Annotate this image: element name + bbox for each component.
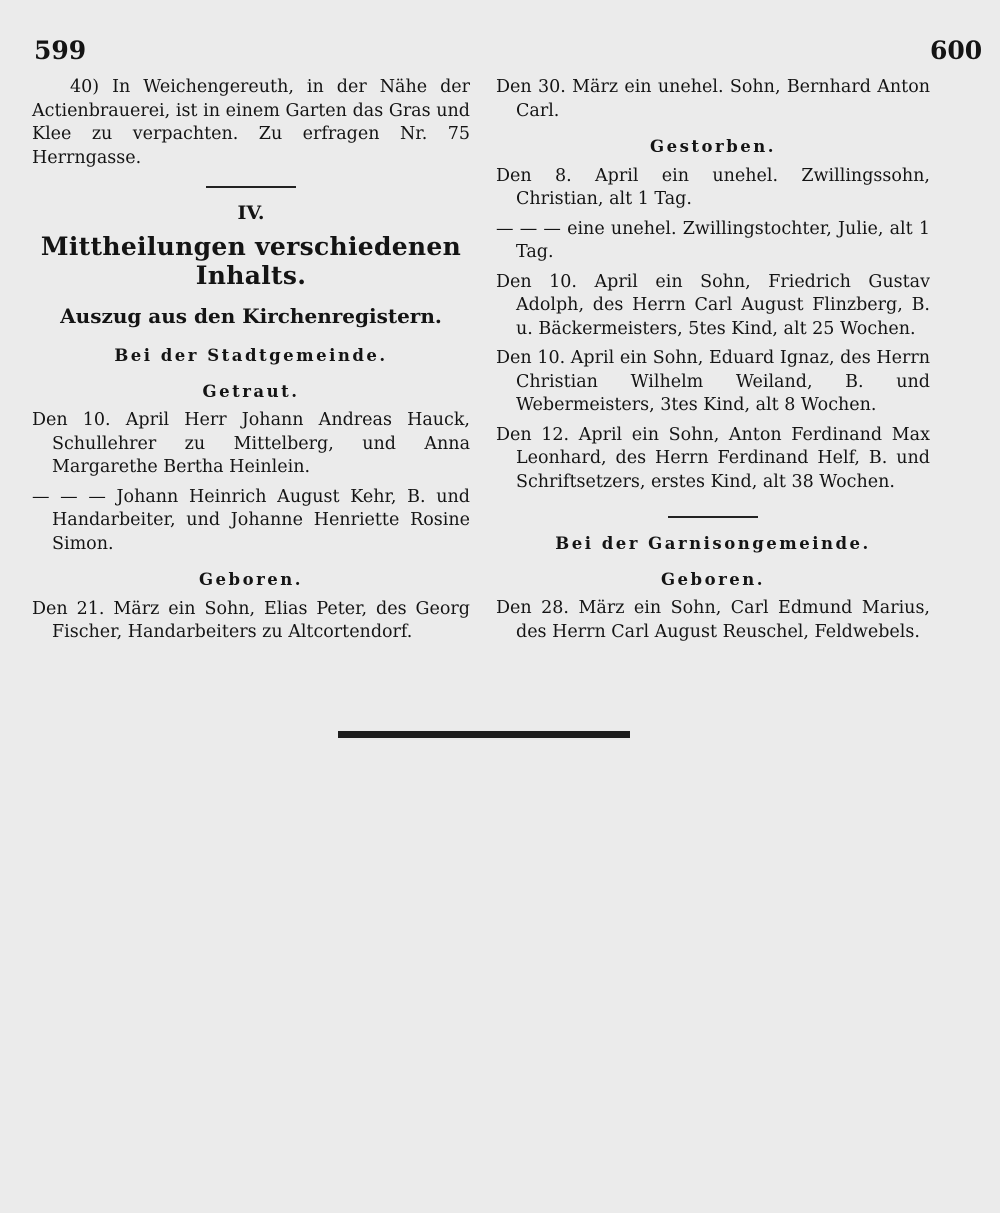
entry-died-3: Den 10. April ein Sohn, Friedrich Gustav Adolph, des Herrn Carl August Flinzberg, B. u. Bäckermeisters, 5tes Kind, alt 25 Wochen. bbox=[496, 271, 930, 339]
section-subtitle: Auszug aus den Kirchenregistern. bbox=[60, 304, 442, 328]
notice-40: 40) In Weichengereuth, in der Nähe der Actienbrauerei, ist in einem Garten das Gras und Klee zu verpachten. Zu erfragen Nr. 75 Herrngasse. bbox=[32, 77, 470, 168]
garrison-parish-heading: Bei der Garnisongemeinde. bbox=[555, 534, 871, 553]
page-number-right: 600 bbox=[930, 36, 983, 65]
died-heading: Gestorben. bbox=[650, 137, 776, 156]
section-title: Mittheilungen verschiedenen Inhalts. bbox=[40, 232, 462, 290]
entry-married-2: — — — Johann Heinrich August Kehr, B. und Handarbeiter, und Johanne Henriette Rosine Simon. bbox=[32, 486, 470, 554]
born-heading: Geboren. bbox=[198, 570, 304, 589]
entry-died-4: Den 10. April ein Sohn, Eduard Ignaz, des Herrn Christian Wilhelm Weiland, B. und Webermeisters, 3tes Kind, alt 8 Wochen. bbox=[496, 348, 930, 415]
entry-born-2: Den 30. März ein unehel. Sohn, Bernhard Anton Carl. bbox=[496, 77, 930, 121]
entry-born-3: Den 28. März ein Sohn, Carl Edmund Marius, des Herrn Carl August Reuschel, Feldwebels. bbox=[496, 598, 930, 642]
parish-heading: Bei der Stadtgemeinde. bbox=[114, 346, 388, 365]
entry-born-1: Den 21. März ein Sohn, Elias Peter, des Georg Fischer, Handarbeiters zu Altcortendorf. bbox=[32, 598, 470, 642]
born-heading-garrison: Geboren. bbox=[660, 569, 766, 589]
right-column bbox=[496, 76, 930, 650]
end-rule bbox=[338, 731, 630, 738]
entry-married-1: Den 10. April Herr Johann Andreas Hauck, Schullehrer zu Mittelberg, und Anna Margarethe Bertha Heinlein. bbox=[32, 410, 470, 477]
married-heading: Getraut. bbox=[202, 381, 300, 401]
separator-rule-right bbox=[668, 516, 758, 518]
entry-died-2: — — — eine unehel. Zwillingstochter, Julie, alt 1 Tag. bbox=[496, 218, 930, 262]
section-number: IV. bbox=[237, 202, 265, 224]
entry-died-5: Den 12. April ein Sohn, Anton Ferdinand Max Leonhard, des Herrn Ferdinand Helf, B. und Schriftsetzers, erstes Kind, alt 38 Wochen. bbox=[496, 424, 930, 492]
page-number-left: 599 bbox=[34, 36, 87, 65]
left-column bbox=[32, 76, 470, 651]
separator-rule bbox=[206, 186, 296, 188]
entry-died-1: Den 8. April ein unehel. Zwillingssohn, Christian, alt 1 Tag. bbox=[496, 165, 930, 209]
